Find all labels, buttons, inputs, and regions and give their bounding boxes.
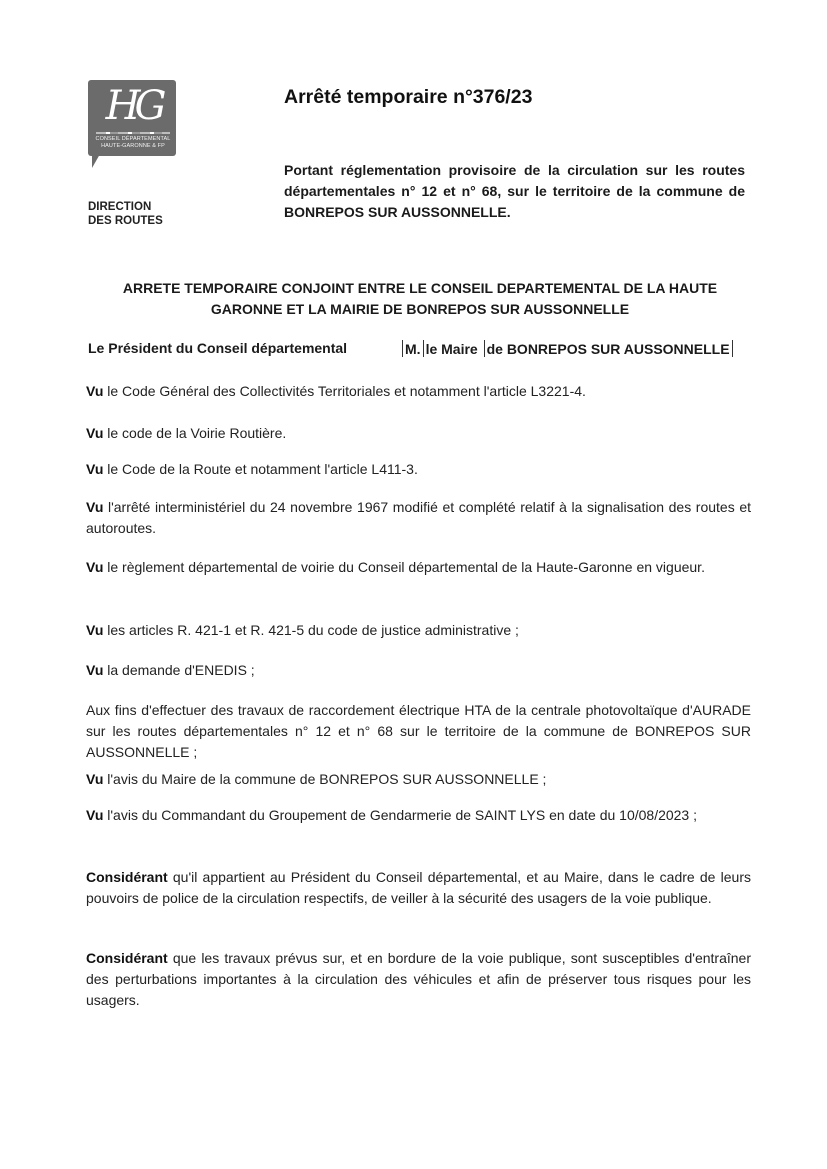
paragraph-considerant-1 xyxy=(86,867,751,909)
signer-mayor xyxy=(400,340,735,357)
paragraph-vu-reglement xyxy=(86,557,751,578)
paragraph-considerant-2 xyxy=(86,948,751,1011)
para-text: les articles R. 421-1 et R. 421-5 du code de justice administrative ; xyxy=(103,622,519,638)
para-lead: Vu xyxy=(86,499,104,515)
paragraph-vu-arrete-1967 xyxy=(86,497,751,539)
logo-monogram: HG xyxy=(105,83,161,129)
paragraph-vu-avis-gendarmerie xyxy=(86,805,751,826)
joint-order-heading xyxy=(84,278,756,320)
form-field-marker xyxy=(423,340,424,357)
para-lead: Vu xyxy=(86,383,104,399)
para-text: le règlement départemental de voirie du Conseil départemental de la Haute-Garonne en vigueur. xyxy=(103,559,705,575)
paragraph-vu-avis-maire xyxy=(86,769,751,790)
para-text: l'arrêté interministériel du 24 novembre 1967 modifié et complété relatif à la signalisation des routes et autoroutes. xyxy=(86,499,751,536)
logo-stripes xyxy=(96,132,170,134)
para-text: le Code Général des Collectivités Territoriales et notamment l'article L3221-4. xyxy=(103,383,586,399)
direction-line2: DES ROUTES xyxy=(88,215,163,227)
para-lead: Vu xyxy=(86,771,104,787)
para-lead: Vu xyxy=(86,425,104,441)
direction-line1: DIRECTION xyxy=(88,201,152,213)
document-title: Arrêté temporaire n°376/23 xyxy=(284,86,533,108)
para-lead: Vu xyxy=(86,662,104,678)
paragraph-vu-cgct xyxy=(86,381,751,402)
heading-line2: GARONNE ET LA MAIRIE DE BONREPOS SUR AUSSONNELLE xyxy=(210,301,630,317)
para-text: que les travaux prévus sur, et en bordure de la voie publique, sont susceptibles d'entraîner des perturbations importantes à la circulation des véhicules et afin de préserver tous risques pour les usagers. xyxy=(86,950,751,1008)
para-lead: Vu xyxy=(86,559,104,575)
para-lead: Vu xyxy=(86,807,104,823)
para-text: Aux fins d'effectuer des travaux de raccordement électrique HTA de la centrale photovoltaïque d'AURADE sur les routes départementales n° 12 et n° 68 sur le territoire de la commune de BONREPOS SUR AUSSONNELLE ; xyxy=(86,702,751,760)
logo-subtitle-line2: HAUTE-GARONNE & FP xyxy=(101,143,165,149)
department-logo xyxy=(88,80,178,178)
para-text: l'avis du Commandant du Groupement de Gendarmerie de SAINT LYS en date du 10/08/2023 ; xyxy=(103,807,698,823)
paragraph-vu-justice xyxy=(86,620,751,641)
para-lead: Considérant xyxy=(86,950,168,966)
form-field-marker xyxy=(732,340,733,357)
signers-row xyxy=(88,340,752,356)
mayor-role: le Maire xyxy=(425,341,478,357)
paragraph-aux-fins xyxy=(86,700,751,763)
heading-line1: ARRETE TEMPORAIRE CONJOINT ENTRE LE CONSEIL DEPARTEMENTAL DE LA HAUTE xyxy=(122,280,718,296)
paragraph-vu-voirie xyxy=(86,423,751,444)
logo-speech-tail xyxy=(92,154,100,168)
para-lead: Considérant xyxy=(86,869,168,885)
logo-subtitle xyxy=(92,136,174,150)
para-lead: Vu xyxy=(86,622,104,638)
mayor-prefix: M. xyxy=(405,341,421,357)
para-text: l'avis du Maire de la commune de BONREPOS SUR AUSSONNELLE ; xyxy=(103,771,547,787)
document-subtitle: Portant réglementation provisoire de la circulation sur les routes départementales n° 12 et n° 68, sur le territoire de la commune de BONREPOS SUR AUSSONNELLE. xyxy=(284,162,745,220)
signer-president: Le Président du Conseil départemental xyxy=(88,340,348,356)
para-text: qu'il appartient au Président du Conseil départemental, et au Maire, dans le cadre de leurs pouvoirs de police de la circulation respectifs, de veiller à la sécurité des usagers de la voie publique. xyxy=(86,869,751,906)
mayor-commune: de BONREPOS SUR AUSSONNELLE xyxy=(486,341,730,357)
form-field-marker xyxy=(484,340,485,357)
logo-subtitle-line1: CONSEIL DÉPARTEMENTAL xyxy=(95,136,171,142)
direction-label xyxy=(88,200,163,228)
para-text: le code de la Voirie Routière. xyxy=(103,425,287,441)
para-lead: Vu xyxy=(86,461,104,477)
para-text: la demande d'ENEDIS ; xyxy=(103,662,255,678)
paragraph-vu-code-route xyxy=(86,459,751,480)
form-field-marker xyxy=(402,340,403,357)
paragraph-vu-enedis xyxy=(86,660,751,681)
para-text: le Code de la Route et notamment l'article L411-3. xyxy=(103,461,418,477)
